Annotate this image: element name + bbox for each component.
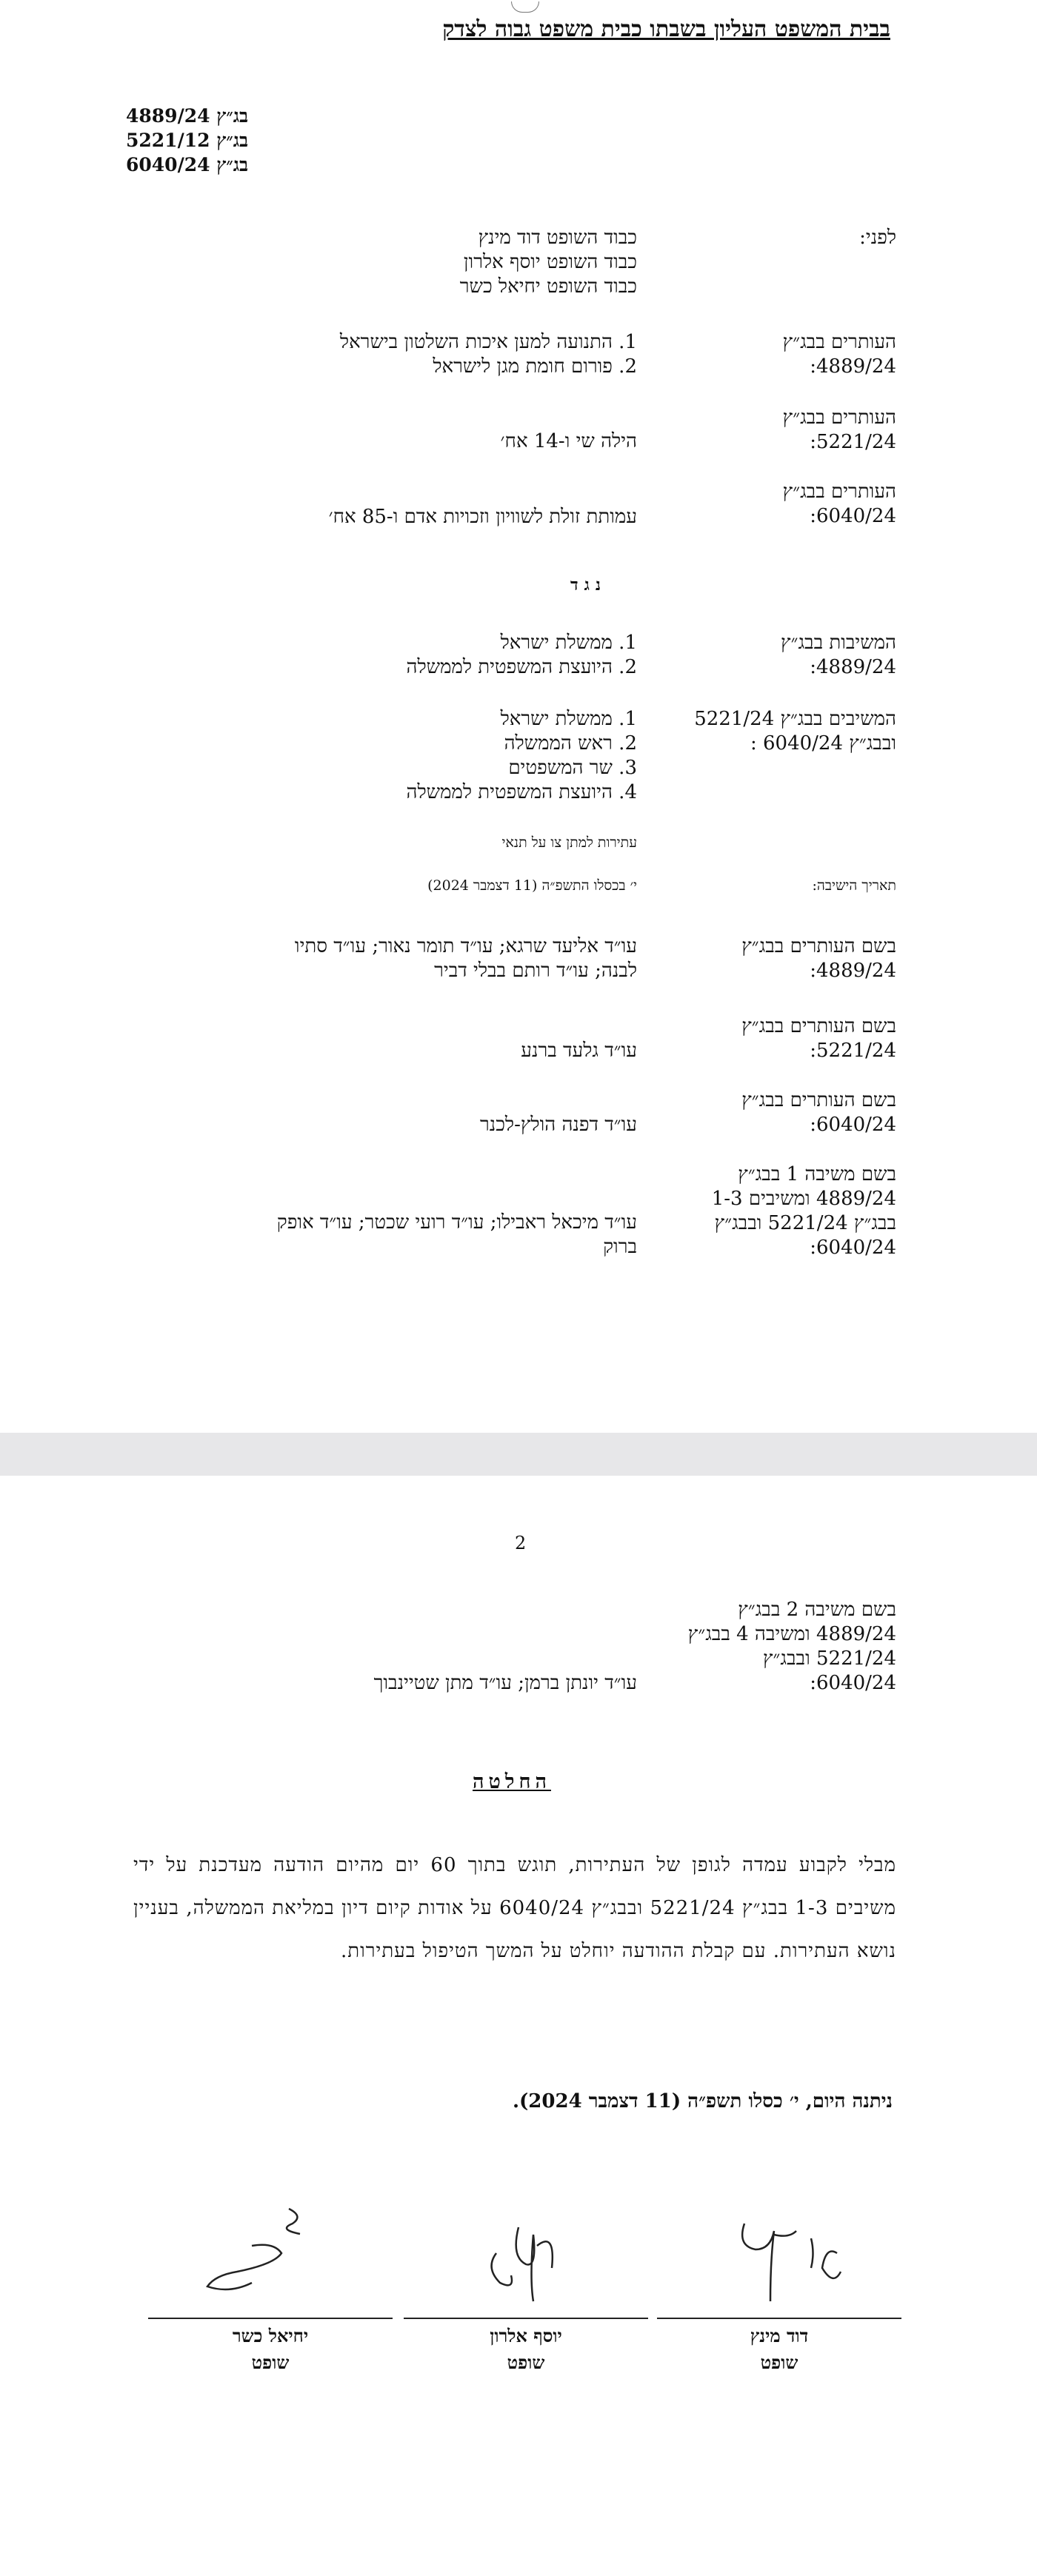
counsel-line: לבנה; עו״ד רותם בבלי דביר [434, 960, 637, 982]
given-date-line: ניתנה היום, י׳ כסלו תשפ״ה (11 דצמבר 2024). [512, 2090, 893, 2112]
counsel-label [741, 934, 896, 983]
respondents-list [406, 631, 637, 680]
judge-name: כבוד השופט דוד מינץ [478, 227, 637, 249]
label-line: המשיבות בבג״ץ [781, 632, 896, 654]
petitioners-label [783, 406, 896, 455]
label-line: בשם העותרים בבג״ץ [741, 1015, 896, 1037]
signer-name: יחיאל כשר [232, 2325, 309, 2346]
party-name: 1. התנועה למען איכות השלטון בישראל [339, 331, 637, 353]
label-line: בשם משיבה 2 בבג״ץ [738, 1599, 896, 1621]
signature-line [148, 2318, 393, 2319]
label-line: 6040/24: [810, 1237, 896, 1259]
versus-heading: נגד [570, 575, 607, 595]
party-name: 4. היועצת המשפטית לממשלה [406, 781, 637, 803]
counsel-names: עו״ד גלעד ברנע [521, 1040, 637, 1062]
label-line: 4889/24: [810, 355, 896, 378]
counsel-line: עו״ד מיכאל ראבילו; עו״ד רועי שכטר; עו״ד אופק [276, 1211, 637, 1234]
label-line: העותרים בבג״ץ [782, 481, 896, 503]
hearing-date-label: תאריך הישיבה: [812, 877, 896, 894]
respondents-label [781, 631, 896, 680]
label-line: בשם משיבה 1 בבג״ץ [738, 1163, 896, 1185]
signature-icon [178, 2201, 326, 2312]
signer-title: שופט [760, 2352, 798, 2373]
court-emblem-icon [511, 1, 539, 13]
label-line: 5221/24: [810, 1040, 896, 1062]
party-name: 2. ראש הממשלה [504, 732, 637, 755]
judges-list [460, 226, 637, 299]
label-line: ובבג״ץ 6040/24 : [750, 732, 896, 755]
judge-name: כבוד השופט יחיאל כשר [459, 275, 637, 298]
signature-block [148, 2318, 393, 2374]
counsel-names [277, 1211, 637, 1259]
page-separator [0, 1433, 1037, 1476]
signer-name: יוסף אלרון [490, 2325, 562, 2346]
label-line: 6040/24: [810, 1672, 896, 1694]
label-line: 5221/24: [810, 431, 896, 453]
signature-block [657, 2318, 901, 2374]
petitioners-list [340, 330, 637, 379]
label-line: 6040/24: [810, 1114, 896, 1136]
party-name: 2. היועצת המשפטית לממשלה [406, 656, 637, 678]
counsel-label [688, 1598, 896, 1696]
party-name: הילה שי ו-14 אח׳ [500, 430, 637, 452]
counsel-names: עו״ד יונתן ברמן; עו״ד מתן שטיינבוך [373, 1672, 637, 1694]
signer-title: שופט [251, 2352, 290, 2373]
label-line: העותרים בבג״ץ [782, 407, 896, 429]
court-title: בבית המשפט העליון בשבתו כבית משפט גבוה לצדק [442, 16, 890, 42]
decision-text: מבלי לקבוע עמדה לגופן של העתירות, תוגש בתוך 60 יום מהיום הודעה מעדכנת על ידי משיבים 1-3 בבג״ץ 5221/24 ובבג״ץ 6040/24 על אודות קיום דיון במליאת הממשלה, בעניין נושא העתירות. עם קבלת ההודעה יוחלט על המשך הטיפול בעתירות. [133, 1854, 897, 1962]
page-number: 2 [515, 1533, 527, 1553]
signature-block [404, 2318, 648, 2374]
signature-icon [467, 2216, 600, 2327]
proceeding-type: עתירות למתן צו על תנאי [501, 834, 637, 851]
label-line: 4889/24: [810, 960, 896, 982]
party-name: 2. פורום חומת מגן לישראל [433, 355, 637, 378]
label-line: בשם העותרים בבג״ץ [741, 1089, 896, 1111]
case-number: בג״ץ 5221/12 [126, 130, 249, 151]
case-number: בג״ץ 6040/24 [126, 154, 249, 175]
label-line: 4889/24: [810, 656, 896, 678]
before-label: לפני: [859, 227, 896, 249]
label-line: בבג״ץ 5221/24 ובבג״ץ [714, 1212, 896, 1234]
label-line: 4889/24 ומשיבה 4 בבג״ץ [687, 1623, 896, 1645]
counsel-label [741, 1088, 896, 1137]
party-name: 1. ממשלת ישראל [500, 708, 637, 730]
signer-title: שופט [507, 2352, 545, 2373]
counsel-label [741, 1014, 896, 1063]
party-name: 3. שר המשפטים [508, 757, 637, 779]
label-line: בשם העותרים בבג״ץ [741, 935, 896, 957]
signature-line [404, 2318, 648, 2319]
document-page-2 [0, 1476, 1037, 2576]
label-line: המשיבים בבג״ץ 5221/24 [694, 708, 896, 730]
counsel-names: עו״ד דפנה הולץ-לכנר [479, 1114, 637, 1136]
hearing-date: י׳ בכסלו התשפ״ה (11 דצמבר 2024) [427, 877, 637, 894]
case-number: בג״ץ 4889/24 [126, 105, 249, 127]
petitioners-label [783, 330, 896, 379]
counsel-line: ברוק [603, 1236, 637, 1258]
respondents-label [694, 707, 896, 756]
case-numbers [126, 104, 248, 177]
label-line: 5221/24 ובבג״ץ [763, 1647, 896, 1670]
signature-icon [700, 2209, 870, 2320]
signer-name: דוד מינץ [750, 2325, 809, 2346]
decision-title: החלטה [473, 1770, 551, 1793]
signature-line [657, 2318, 901, 2319]
counsel-names [295, 934, 637, 983]
label-line: 6040/24: [810, 505, 896, 527]
judge-name: כבוד השופט יוסף אלרון [463, 251, 637, 273]
party-name: עמותת זולת לשוויון וזכויות אדם ו-85 אח׳ [328, 506, 637, 528]
counsel-line: עו״ד אליעד שרגא; עו״ד תומר נאור; עו״ד סתיו [294, 935, 637, 957]
counsel-label [712, 1162, 896, 1260]
label-line: 4889/24 ומשיבים 1-3 [711, 1188, 896, 1210]
party-name: 1. ממשלת ישראל [500, 632, 637, 654]
petitioners-label [783, 480, 896, 529]
respondents-list [406, 707, 637, 805]
label-line: העותרים בבג״ץ [782, 331, 896, 353]
